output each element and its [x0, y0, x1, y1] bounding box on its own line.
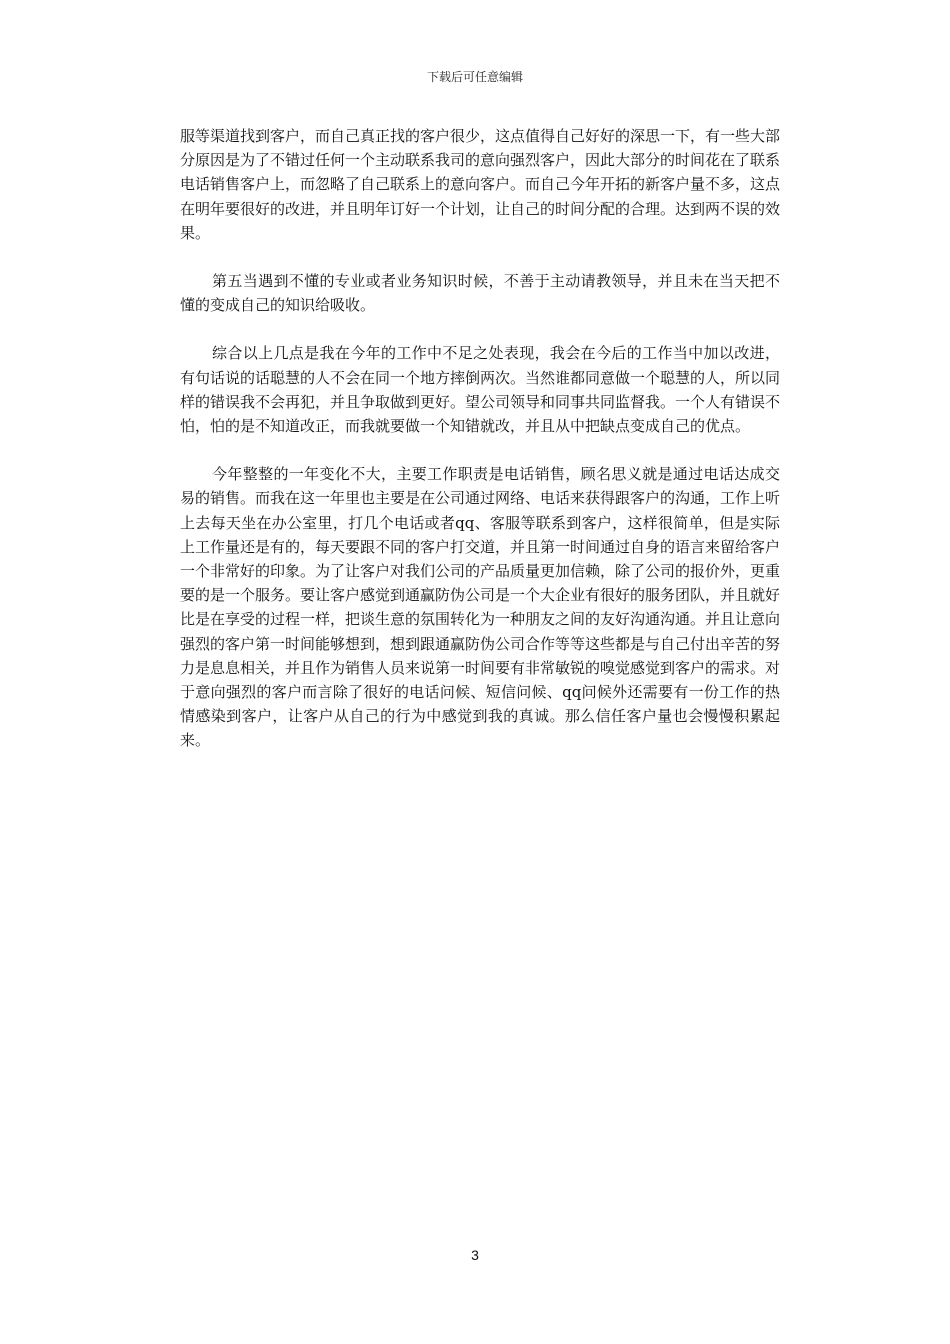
page-number: 3	[471, 1247, 479, 1263]
paragraph: 综合以上几点是我在今年的工作中不足之处表现，我会在今后的工作当中加以改进，有句话说的话聪慧的人不会在同一个地方摔倒两次。当然谁都同意做一个聪慧的人，所以同样的错误我不会再犯，并且争取做到更好。望公司领导和同事共同监督我。一个人有错误不怕，怕的是不知道改正，而我就要做一个知错就改，并且从中把缺点变成自己的优点。	[180, 344, 781, 436]
paragraph: 第五当遇到不懂的专业或者业务知识时候，不善于主动请教领导，并且未在当天把不懂的变成自己的知识给吸收。	[180, 272, 780, 315]
paragraph: 今年整整的一年变化不大，主要工作职责是电话销售，顾名思义就是通过电话达成交易的销售。而我在这一年里也主要是在公司通过网络、电话来获得跟客户的沟通，工作上听上去每天坐在办公室里，打几个电话或者qq、客服等联系到客户，这样很简单，但是实际上工作量还是有的，每天要跟不同的客户打交道，并且第一时间通过自身的语言来留给客户一个非常好的印象。为了让客户对我们公司的产品质量更加信赖，除了公司的报价外，更重要的是一个服务。要让客户感觉到通赢防伪公司是一个大企业有很好的服务团队，并且就好比是在享受的过程一样，把谈生意的氛围转化为一种朋友之间的友好沟通沟通。并且让意向强烈的客户第一时间能够想到，想到跟通赢防伪公司合作等等这些都是与自己付出辛苦的努力是息息相关，并且作为销售人员来说第一时间要有非常敏锐的嗅觉感觉到客户的需求。对于意向强烈的客户而言除了很好的电话问候、短信问候、qq问候外还需要有一份工作的热情感染到客户，让客户从自己的行为中感觉到我的真诚。那么信任客户量也会慢慢积累起来。	[180, 465, 781, 750]
page-header: 下载后可任意编辑	[426, 70, 523, 84]
paragraph: 服等渠道找到客户，而自己真正找的客户很少，这点值得自己好好的深思一下，有一些大部分原因是为了不错过任何一个主动联系我司的意向强烈客户，因此大部分的时间花在了联系电话销售客户上，而忽略了自己联系上的意向客户。而自己今年开拓的新客户量不多，这点在明年要很好的改进，并且明年订好一个计划，让自己的时间分配的合理。达到两不误的效果。	[180, 127, 781, 242]
body-text	[180, 124, 780, 777]
